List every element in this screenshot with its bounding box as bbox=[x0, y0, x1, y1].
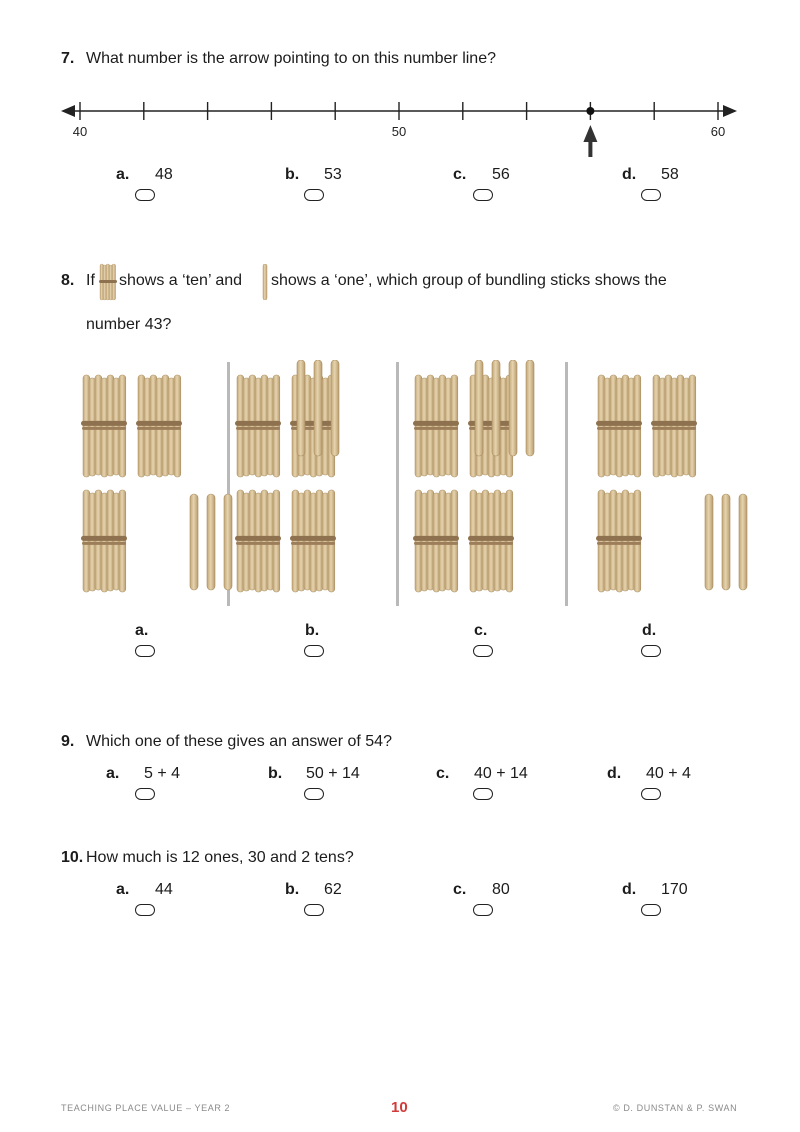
sticks-group bbox=[413, 360, 534, 592]
q8-number: 8. bbox=[61, 272, 75, 289]
option-value: 48 bbox=[155, 166, 173, 183]
tick-label: 50 bbox=[391, 124, 407, 139]
option-letter: a. bbox=[135, 622, 149, 639]
ten-bundle bbox=[468, 490, 514, 592]
bundling-sticks-groups bbox=[0, 360, 800, 610]
option-letter: c. bbox=[474, 622, 488, 639]
answer-bubble[interactable] bbox=[641, 189, 661, 201]
q8-text-one: shows a ‘one’, which group of bundling sticks shows the bbox=[271, 272, 667, 289]
one-stick bbox=[475, 360, 483, 456]
q7-number: 7. bbox=[61, 50, 75, 67]
one-stick bbox=[224, 494, 232, 590]
option-letter: c. bbox=[453, 166, 467, 183]
option-letter: a. bbox=[116, 881, 130, 898]
answer-bubble[interactable] bbox=[641, 904, 661, 916]
sticks-group bbox=[235, 360, 339, 592]
answer-bubble[interactable] bbox=[641, 645, 661, 657]
option-value: 40 + 14 bbox=[474, 765, 528, 782]
answer-bubble[interactable] bbox=[473, 788, 493, 800]
one-stick bbox=[314, 360, 322, 456]
answer-bubble[interactable] bbox=[135, 904, 155, 916]
footer-title: TEACHING PLACE VALUE – YEAR 2 bbox=[61, 1103, 231, 1113]
one-stick bbox=[331, 360, 339, 456]
tick-label: 40 bbox=[72, 124, 88, 139]
answer-bubble[interactable] bbox=[135, 189, 155, 201]
option-value: 62 bbox=[324, 881, 342, 898]
sticks-group bbox=[81, 375, 249, 592]
option-value: 53 bbox=[324, 166, 342, 183]
option-value: 58 bbox=[661, 166, 679, 183]
answer-bubble[interactable] bbox=[304, 904, 324, 916]
q8-text-ten: shows a ‘ten’ and bbox=[119, 272, 243, 289]
option-letter: d. bbox=[642, 622, 657, 639]
pointer-arrow-icon bbox=[583, 125, 597, 142]
answer-bubble[interactable] bbox=[473, 904, 493, 916]
sticks-group bbox=[596, 375, 747, 592]
q8-text-line2: number 43? bbox=[86, 316, 172, 333]
one-stick bbox=[722, 494, 730, 590]
ten-bundle bbox=[136, 375, 182, 477]
option-letter: a. bbox=[106, 765, 120, 782]
answer-bubble[interactable] bbox=[135, 788, 155, 800]
right-arrowhead-icon bbox=[723, 105, 737, 117]
page-number: 10 bbox=[391, 1099, 408, 1116]
ten-bundle-icon bbox=[99, 262, 117, 302]
answer-bubble[interactable] bbox=[473, 189, 493, 201]
option-letter: b. bbox=[305, 622, 320, 639]
left-arrowhead-icon bbox=[61, 105, 75, 117]
option-letter: d. bbox=[607, 765, 622, 782]
ten-bundle bbox=[596, 375, 642, 477]
option-letter: c. bbox=[436, 765, 450, 782]
option-letter: c. bbox=[453, 881, 467, 898]
option-value: 5 + 4 bbox=[144, 765, 181, 782]
option-value: 56 bbox=[492, 166, 510, 183]
option-letter: d. bbox=[622, 881, 637, 898]
one-stick bbox=[705, 494, 713, 590]
one-stick bbox=[492, 360, 500, 456]
option-value: 40 + 4 bbox=[646, 765, 691, 782]
ten-bundle bbox=[596, 490, 642, 592]
ten-bundle bbox=[235, 375, 281, 477]
one-stick-icon bbox=[262, 264, 268, 300]
option-value: 44 bbox=[155, 881, 173, 898]
option-letter: a. bbox=[116, 166, 130, 183]
answer-bubble[interactable] bbox=[473, 645, 493, 657]
answer-bubble[interactable] bbox=[304, 645, 324, 657]
number-line bbox=[55, 95, 750, 165]
q10-number: 10. bbox=[61, 849, 84, 866]
answer-bubble[interactable] bbox=[304, 189, 324, 201]
ten-bundle bbox=[81, 490, 127, 592]
answer-bubble[interactable] bbox=[641, 788, 661, 800]
one-stick bbox=[190, 494, 198, 590]
answer-bubble[interactable] bbox=[135, 645, 155, 657]
footer-copyright: © D. DUNSTAN & P. SWAN bbox=[613, 1103, 738, 1113]
q10-text: How much is 12 ones, 30 and 2 tens? bbox=[86, 849, 354, 866]
q9-text: Which one of these gives an answer of 54? bbox=[86, 733, 392, 750]
option-value: 50 + 14 bbox=[306, 765, 360, 782]
ten-bundle bbox=[413, 490, 459, 592]
q7-text: What number is the arrow pointing to on this number line? bbox=[86, 50, 496, 67]
option-letter: d. bbox=[622, 166, 637, 183]
one-stick bbox=[207, 494, 215, 590]
option-value: 170 bbox=[661, 881, 688, 898]
ten-bundle bbox=[413, 375, 459, 477]
one-stick bbox=[526, 360, 534, 456]
answer-bubble[interactable] bbox=[304, 788, 324, 800]
q9-number: 9. bbox=[61, 733, 75, 750]
one-stick bbox=[739, 494, 747, 590]
option-letter: b. bbox=[285, 166, 300, 183]
option-value: 80 bbox=[492, 881, 510, 898]
ten-bundle bbox=[81, 375, 127, 477]
one-stick bbox=[509, 360, 517, 456]
option-letter: b. bbox=[268, 765, 283, 782]
number-line-point bbox=[586, 107, 594, 115]
ten-bundle bbox=[290, 490, 336, 592]
option-letter: b. bbox=[285, 881, 300, 898]
one-stick bbox=[297, 360, 305, 456]
q8-text-if: If bbox=[86, 272, 95, 289]
ten-bundle bbox=[235, 490, 281, 592]
tick-label: 60 bbox=[710, 124, 726, 139]
ten-bundle bbox=[651, 375, 697, 477]
